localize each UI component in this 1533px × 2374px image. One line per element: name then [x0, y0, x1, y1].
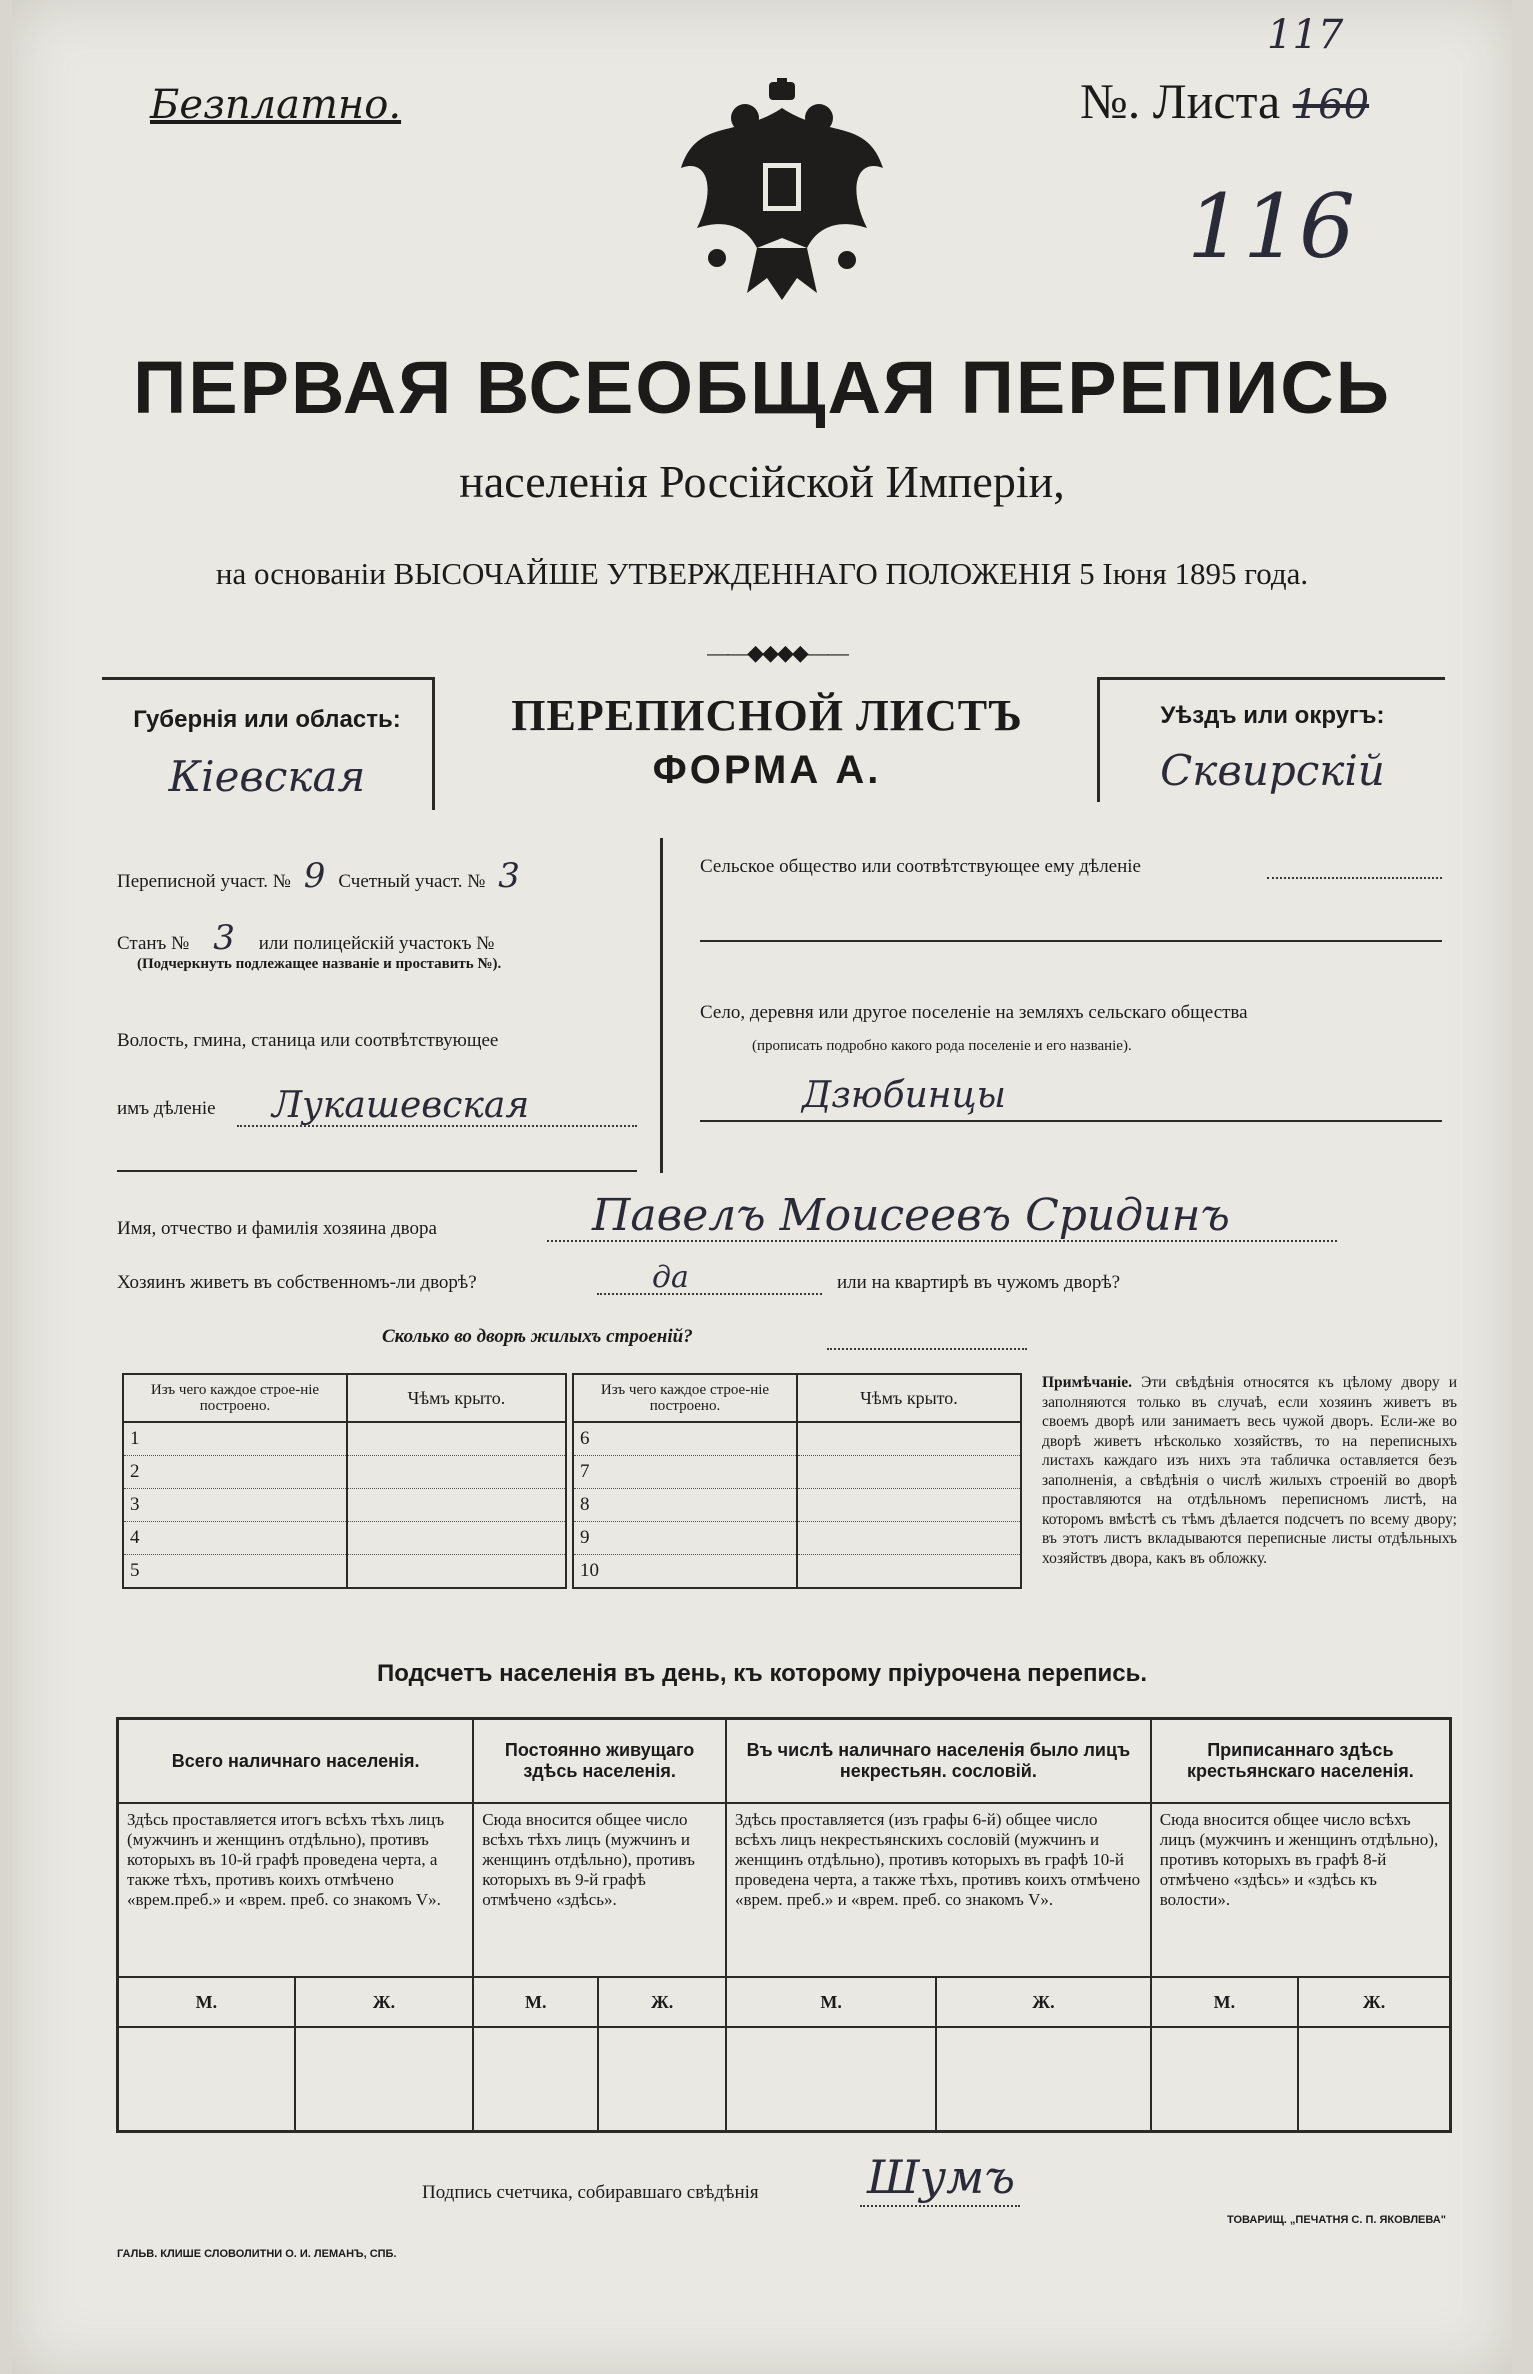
table-row: [573, 1522, 1021, 1555]
pop-col-nonpeasant-header: Въ числѣ наличнаго населенія было лицъ некрестьян. сословій.: [726, 1719, 1151, 1804]
signature-label: Подпись счетчика, собиравшаго свѣдѣнія: [422, 2182, 759, 2203]
female-count-cell: [936, 2027, 1151, 2132]
counting-section-label: Счетный участ. №: [338, 871, 486, 892]
volost-line: [237, 1125, 637, 1127]
female-header: Ж.: [936, 1977, 1151, 2027]
buildings-table-right: [572, 1373, 1022, 1589]
table-row: [123, 1422, 566, 1456]
row-number: 5: [123, 1555, 347, 1589]
printer-right: ТОВАРИЩ. „ПЕЧАТНЯ С. П. ЯКОВЛЕВА": [1227, 2214, 1446, 2226]
male-header: М.: [1151, 1977, 1298, 2027]
sheet-number-text: №. Листа: [1080, 73, 1281, 129]
province-value: Кіевская: [168, 752, 366, 801]
district-label: Уѣздъ или округъ:: [1160, 702, 1385, 729]
village-label: Село, деревня или другое поселеніе на земляхъ сельскаго общества: [700, 1002, 1248, 1023]
census-section-row: [117, 856, 528, 896]
own-yard-line: [597, 1293, 822, 1295]
rented-label: или на квартирѣ въ чужомъ дворѣ?: [837, 1272, 1121, 1293]
buildings-col-roof: Чѣмъ крыто.: [347, 1374, 566, 1422]
male-count-cell: [726, 2027, 936, 2132]
table-row: [123, 1456, 566, 1489]
row-number: 10: [573, 1555, 797, 1589]
free-label: Безплатно.: [150, 82, 402, 128]
table-row: [573, 1422, 1021, 1456]
village-value: Дзюбинцы: [802, 1075, 1006, 1116]
district-value: Сквирскій: [1160, 746, 1385, 795]
form-subtitle: ФОРМА А.: [652, 748, 882, 792]
buildings-col-roof: Чѣмъ крыто.: [797, 1374, 1021, 1422]
signature-value: Шумъ: [867, 2150, 1015, 2204]
table-row: [123, 1489, 566, 1522]
volost-line-2: [117, 1170, 637, 1172]
census-section-value: 9: [303, 856, 326, 896]
fields-divider: [660, 838, 663, 1173]
pop-col-registered-desc: Сюда вносится общее число всѣхъ лицъ (мужчинъ и женщинъ отдѣльно), противъ которыхъ въ графѣ 8-й отмѣчено «здѣсь» и «здѣсь къ волости».: [1151, 1803, 1451, 1977]
note-title: Примѣчаніе.: [1042, 1374, 1132, 1391]
female-count-cell: [1298, 2027, 1450, 2132]
row-number: 1: [123, 1422, 347, 1456]
buildings-question: Сколько во дворѣ жилыхъ строеній?: [382, 1326, 693, 1347]
census-section-label: Переписной участ. №: [117, 871, 291, 892]
village-line: [700, 1120, 1442, 1122]
main-title: ПЕРВАЯ ВСЕОБЩАЯ ПЕРЕПИСЬ: [133, 346, 1391, 429]
volost-label: Волость, гмина, станица или соотвѣтствующее: [117, 1030, 499, 1051]
pop-col-total-header: Всего наличнаго населенія.: [118, 1719, 474, 1804]
stan-row: [117, 918, 494, 958]
pop-col-total-desc: Здѣсь проставляется итогъ всѣхъ тѣхъ лицъ (мужчинъ и женщинъ отдѣльно), противъ которыхъ въ 10-й графѣ проведена черта, а также тѣхъ, противъ коихъ отмѣчено «врем.преб.» и «врем. преб. со знакомъ V».: [118, 1803, 474, 1977]
own-yard-label: Хозяинъ живетъ въ собственномъ-ли дворѣ?: [117, 1272, 477, 1293]
buildings-col-material: Изъ чего каждое строе-ніе построено.: [573, 1374, 797, 1422]
archive-number-top: 117: [1267, 12, 1344, 58]
row-number: 7: [573, 1456, 797, 1489]
eagle-emblem-icon: [677, 78, 887, 303]
underline-note: (Подчеркнуть подлежащее названіе и проставить №).: [137, 956, 502, 972]
female-header: Ж.: [295, 1977, 474, 2027]
basis-line: на основаніи ВЫСОЧАЙШЕ УТВЕРЖДЕННАГО ПОЛОЖЕНІЯ 5 Іюня 1895 года.: [215, 556, 1309, 591]
owner-name-value: Павелъ Моисеевъ Сридинъ: [592, 1190, 1230, 1241]
province-label: Губернія или область:: [133, 706, 401, 733]
district-box: [1097, 677, 1445, 802]
sub-title: населенія Россійской Имперіи,: [459, 456, 1065, 507]
form-title: ПЕРЕПИСНОЙ ЛИСТЪ: [511, 691, 1023, 740]
male-header: М.: [473, 1977, 598, 2027]
owner-name-label: Имя, отчество и фамилія хозяина двора: [117, 1218, 437, 1239]
row-number: 2: [123, 1456, 347, 1489]
pop-col-permanent-desc: Сюда вносится общее число всѣхъ тѣхъ лицъ (мужчинъ и женщинъ отдѣльно), противъ которыхъ въ 9-й графѣ отмѣчено «здѣсь».: [473, 1803, 726, 1977]
province-box: [102, 677, 435, 810]
table-row: [573, 1489, 1021, 1522]
signature-line: [860, 2205, 1020, 2207]
note-text: Эти свѣдѣнія относятся къ цѣлому двору и заполняются только въ случаѣ, если хозяинъ живетъ въ своемъ дворѣ или занимаетъ весь чужой дворъ. Если-же во дворѣ живетъ нѣсколько хозяйствъ, то на переписныхъ листахъ каждаго изъ нихъ эта табличка оставляется безъ заполненія, а свѣдѣнія о числѣ жилыхъ строеній во дворѣ проставляются на отдѣльномъ переписномъ листѣ, на которомъ вмѣстѣ съ тѣмъ дѣлается подсчетъ по всему двору; въ этотъ листъ вкладываются переписные листы отдѣльныхъ хозяйствъ двора, какъ въ обложку.: [1042, 1374, 1458, 1567]
table-row: [123, 1555, 566, 1589]
population-title: Подсчетъ населенія въ день, къ которому пріурочена перепись.: [377, 1660, 1147, 1687]
police-label: или полицейскій участокъ №: [258, 933, 495, 954]
sheet-number-label: [1080, 72, 1369, 130]
pop-col-nonpeasant-desc: Здѣсь проставляется (изъ графы 6-й) общее число всѣхъ лицъ некрестьянскихъ сословій (мужчинъ и женщинъ отдѣльно), противъ которыхъ въ графѣ 10-й проведена черта, а также тѣхъ, противъ коихъ отмѣчено «врем. преб.» и «врем. преб. со знакомъ V».: [726, 1803, 1151, 1977]
table-row: [573, 1555, 1021, 1589]
population-table: [116, 1717, 1452, 2133]
stan-label: Станъ №: [117, 933, 190, 954]
sheet-number-struck: 160: [1292, 82, 1370, 128]
row-number: 3: [123, 1489, 347, 1522]
buildings-note: [1042, 1373, 1457, 1568]
society-line: [1267, 877, 1442, 879]
volost-value: Лукашевская: [272, 1085, 530, 1126]
buildings-line: [827, 1348, 1027, 1350]
male-header: М.: [118, 1977, 295, 2027]
own-yard-value: да: [652, 1260, 689, 1295]
buildings-table-left: [122, 1373, 567, 1589]
owner-name-line: [547, 1240, 1337, 1242]
society-label: Сельское общество или соотвѣтствующее ему дѣленіе: [700, 856, 1141, 877]
counting-section-value: 3: [498, 856, 520, 896]
male-count-cell: [118, 2027, 295, 2132]
society-line-2: [700, 940, 1442, 942]
row-number: 4: [123, 1522, 347, 1555]
stan-value: 3: [213, 918, 235, 958]
pop-col-registered-header: Приписаннаго здѣсь крестьянскаго населенія.: [1151, 1719, 1451, 1804]
male-count-cell: [1151, 2027, 1298, 2132]
female-count-cell: [295, 2027, 474, 2132]
census-sheet: [12, 0, 1512, 2374]
village-note: (прописать подробно какого рода поселеніе и его названіе).: [752, 1038, 1132, 1054]
table-row: [573, 1456, 1021, 1489]
volost-label-2: имъ дѣленіе: [117, 1098, 216, 1119]
archive-number-big: 116: [1187, 175, 1355, 278]
male-header: М.: [726, 1977, 936, 2027]
male-count-cell: [473, 2027, 598, 2132]
row-number: 8: [573, 1489, 797, 1522]
ornament-divider: ——◆◆◆◆——: [707, 640, 847, 665]
printer-left: ГАЛЬВ. КЛИШЕ СЛОВОЛИТНИ О. И. ЛЕМАНЪ, СПБ.: [117, 2248, 397, 2260]
buildings-col-material: Изъ чего каждое строе-ніе построено.: [123, 1374, 347, 1422]
pop-col-permanent-header: Постоянно живущаго здѣсь населенія.: [473, 1719, 726, 1804]
row-number: 6: [573, 1422, 797, 1456]
female-header: Ж.: [1298, 1977, 1450, 2027]
female-header: Ж.: [598, 1977, 726, 2027]
row-number: 9: [573, 1522, 797, 1555]
table-row: [123, 1522, 566, 1555]
female-count-cell: [598, 2027, 726, 2132]
